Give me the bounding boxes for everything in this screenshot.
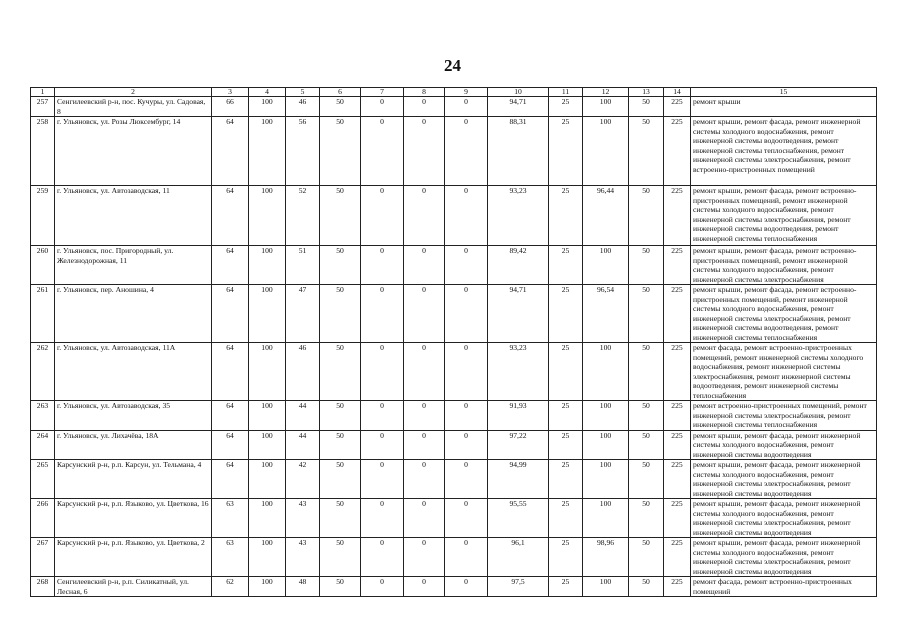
value-cell: 64 [212, 460, 249, 499]
works-cell: ремонт крыши [691, 97, 877, 117]
row-number: 262 [31, 343, 55, 401]
value-cell: 25 [549, 343, 583, 401]
value-cell: 94,99 [488, 460, 549, 499]
value-cell: 225 [664, 430, 691, 460]
works-cell: ремонт встроенно-пристроенных помещений, ремонт инженерной системы электроснабжения, ремонт инженерной системы теплоснабжения [691, 401, 877, 431]
column-header: 7 [361, 88, 404, 97]
address-cell: г. Ульяновск, пер. Аношина, 4 [55, 285, 212, 343]
value-cell: 0 [404, 285, 445, 343]
value-cell: 50 [629, 460, 664, 499]
value-cell: 0 [404, 538, 445, 577]
row-number: 258 [31, 117, 55, 186]
column-header: 14 [664, 88, 691, 97]
value-cell: 98,96 [583, 538, 629, 577]
table-row [31, 538, 877, 577]
value-cell: 95,55 [488, 499, 549, 538]
value-cell: 50 [629, 499, 664, 538]
value-cell: 0 [445, 285, 488, 343]
works-cell: ремонт фасада, ремонт встроенно-пристроенных помещений [691, 577, 877, 597]
value-cell: 64 [212, 117, 249, 186]
value-cell: 0 [404, 577, 445, 597]
column-header: 11 [549, 88, 583, 97]
value-cell: 96,44 [583, 186, 629, 246]
value-cell: 225 [664, 97, 691, 117]
value-cell: 25 [549, 538, 583, 577]
value-cell: 225 [664, 577, 691, 597]
value-cell: 0 [361, 343, 404, 401]
value-cell: 43 [286, 538, 320, 577]
value-cell: 50 [320, 285, 361, 343]
value-cell: 0 [445, 499, 488, 538]
address-cell: г. Ульяновск, пос. Пригородный, ул. Железнодорожная, 11 [55, 246, 212, 285]
value-cell: 0 [445, 577, 488, 597]
row-number: 267 [31, 538, 55, 577]
table-row [31, 97, 877, 117]
value-cell: 0 [404, 499, 445, 538]
value-cell: 0 [445, 117, 488, 186]
value-cell: 63 [212, 499, 249, 538]
value-cell: 100 [249, 401, 286, 431]
value-cell: 0 [361, 186, 404, 246]
value-cell: 100 [583, 117, 629, 186]
table-row [31, 285, 877, 343]
value-cell: 0 [445, 401, 488, 431]
value-cell: 56 [286, 117, 320, 186]
value-cell: 100 [249, 343, 286, 401]
value-cell: 0 [404, 460, 445, 499]
address-cell: г. Ульяновск, ул. Розы Люксембург, 14 [55, 117, 212, 186]
value-cell: 0 [361, 460, 404, 499]
value-cell: 100 [583, 430, 629, 460]
value-cell: 48 [286, 577, 320, 597]
value-cell: 94,71 [488, 97, 549, 117]
value-cell: 100 [583, 499, 629, 538]
value-cell: 25 [549, 401, 583, 431]
value-cell: 0 [404, 343, 445, 401]
value-cell: 0 [404, 430, 445, 460]
value-cell: 225 [664, 246, 691, 285]
table-header [31, 88, 877, 97]
column-header: 5 [286, 88, 320, 97]
address-cell: г. Ульяновск, ул. Автозаводская, 11А [55, 343, 212, 401]
address-cell: Карсунский р-н, р.п. Карсун, ул. Тельмана, 4 [55, 460, 212, 499]
column-header: 15 [691, 88, 877, 97]
value-cell: 64 [212, 343, 249, 401]
value-cell: 50 [320, 538, 361, 577]
works-cell: ремонт крыши, ремонт фасада, ремонт инженерной системы холодного водоснабжения, ремонт инженерной системы водоотведения [691, 430, 877, 460]
value-cell: 225 [664, 538, 691, 577]
value-cell: 0 [445, 430, 488, 460]
value-cell: 50 [320, 401, 361, 431]
value-cell: 91,93 [488, 401, 549, 431]
table-row [31, 186, 877, 246]
value-cell: 0 [404, 186, 445, 246]
value-cell: 0 [361, 285, 404, 343]
value-cell: 50 [320, 499, 361, 538]
value-cell: 64 [212, 186, 249, 246]
value-cell: 93,23 [488, 186, 549, 246]
value-cell: 50 [629, 285, 664, 343]
table-row [31, 577, 877, 597]
column-header: 13 [629, 88, 664, 97]
value-cell: 25 [549, 97, 583, 117]
value-cell: 44 [286, 430, 320, 460]
value-cell: 51 [286, 246, 320, 285]
value-cell: 0 [445, 186, 488, 246]
value-cell: 100 [583, 401, 629, 431]
value-cell: 50 [320, 343, 361, 401]
value-cell: 25 [549, 499, 583, 538]
value-cell: 50 [629, 97, 664, 117]
value-cell: 0 [361, 246, 404, 285]
value-cell: 43 [286, 499, 320, 538]
table-row [31, 246, 877, 285]
value-cell: 46 [286, 343, 320, 401]
value-cell: 64 [212, 401, 249, 431]
value-cell: 50 [629, 117, 664, 186]
repair-registry-table [30, 87, 877, 597]
works-cell: ремонт крыши, ремонт фасада, ремонт инженерной системы холодного водоснабжения, ремонт инженерной системы электроснабжения, ремонт инженерной системы водоотведения [691, 499, 877, 538]
value-cell: 52 [286, 186, 320, 246]
works-cell: ремонт крыши, ремонт фасада, ремонт встроенно-пристроенных помещений, ремонт инженерной системы холодного водоснабжения, ремонт инженерной системы электроснабжения, ремонт инженерной системы водоотведения, ремонт инженерной системы теплоснабжения [691, 285, 877, 343]
value-cell: 66 [212, 97, 249, 117]
column-header: 10 [488, 88, 549, 97]
value-cell: 0 [445, 97, 488, 117]
value-cell: 0 [404, 117, 445, 186]
address-cell: г. Ульяновск, ул. Лихачёва, 18А [55, 430, 212, 460]
value-cell: 50 [320, 460, 361, 499]
value-cell: 100 [249, 285, 286, 343]
value-cell: 0 [404, 246, 445, 285]
value-cell: 50 [320, 577, 361, 597]
works-cell: ремонт фасада, ремонт встроенно-пристроенных помещений, ремонт инженерной системы холодного водоснабжения, ремонт инженерной системы электроснабжения, ремонт инженерной системы водоотведения, ремонт инженерной системы теплоснабжения [691, 343, 877, 401]
value-cell: 0 [445, 246, 488, 285]
page-number: 24 [444, 56, 461, 75]
column-header: 1 [31, 88, 55, 97]
column-header: 4 [249, 88, 286, 97]
value-cell: 25 [549, 186, 583, 246]
value-cell: 225 [664, 117, 691, 186]
value-cell: 100 [249, 577, 286, 597]
column-header: 3 [212, 88, 249, 97]
row-number: 268 [31, 577, 55, 597]
value-cell: 50 [320, 97, 361, 117]
value-cell: 100 [583, 460, 629, 499]
table-row [31, 117, 877, 186]
value-cell: 0 [361, 401, 404, 431]
address-cell: Сенгилеевский р-н, пос. Кучуры, ул. Садовая, 8 [55, 97, 212, 117]
value-cell: 0 [445, 460, 488, 499]
value-cell: 96,54 [583, 285, 629, 343]
value-cell: 50 [629, 186, 664, 246]
table-row [31, 430, 877, 460]
table-row [31, 343, 877, 401]
column-header: 6 [320, 88, 361, 97]
value-cell: 0 [361, 97, 404, 117]
address-cell: Карсунский р-н, р.п. Языково, ул. Цветкова, 16 [55, 499, 212, 538]
value-cell: 64 [212, 430, 249, 460]
value-cell: 50 [629, 577, 664, 597]
value-cell: 100 [583, 97, 629, 117]
address-cell: Карсунский р-н, р.п. Языково, ул. Цветкова, 2 [55, 538, 212, 577]
works-cell: ремонт крыши, ремонт фасада, ремонт встроенно-пристроенных помещений, ремонт инженерной системы холодного водоснабжения, ремонт инженерной системы электроснабжения, ремонт инженерной системы водоотведения, ремонт инженерной системы теплоснабжения [691, 186, 877, 246]
value-cell: 25 [549, 577, 583, 597]
value-cell: 225 [664, 499, 691, 538]
column-header: 12 [583, 88, 629, 97]
value-cell: 25 [549, 117, 583, 186]
address-cell: г. Ульяновск, ул. Автозаводская, 35 [55, 401, 212, 431]
value-cell: 50 [320, 186, 361, 246]
works-cell: ремонт крыши, ремонт фасада, ремонт инженерной системы холодного водоснабжения, ремонт инженерной системы электроснабжения, ремонт инженерной системы водоотведения [691, 460, 877, 499]
value-cell: 100 [583, 577, 629, 597]
row-number: 266 [31, 499, 55, 538]
value-cell: 50 [629, 538, 664, 577]
value-cell: 62 [212, 577, 249, 597]
column-header: 9 [445, 88, 488, 97]
value-cell: 96,1 [488, 538, 549, 577]
value-cell: 50 [629, 343, 664, 401]
value-cell: 100 [249, 186, 286, 246]
row-number: 265 [31, 460, 55, 499]
value-cell: 50 [629, 246, 664, 285]
value-cell: 88,31 [488, 117, 549, 186]
value-cell: 0 [404, 97, 445, 117]
value-cell: 225 [664, 401, 691, 431]
value-cell: 25 [549, 246, 583, 285]
value-cell: 64 [212, 246, 249, 285]
value-cell: 100 [583, 246, 629, 285]
value-cell: 0 [445, 343, 488, 401]
value-cell: 100 [249, 117, 286, 186]
value-cell: 50 [320, 117, 361, 186]
value-cell: 0 [445, 538, 488, 577]
value-cell: 97,22 [488, 430, 549, 460]
value-cell: 0 [361, 499, 404, 538]
value-cell: 50 [629, 401, 664, 431]
value-cell: 50 [629, 430, 664, 460]
value-cell: 100 [249, 430, 286, 460]
row-number: 263 [31, 401, 55, 431]
table-row [31, 499, 877, 538]
table-row [31, 401, 877, 431]
value-cell: 225 [664, 285, 691, 343]
value-cell: 100 [249, 538, 286, 577]
value-cell: 0 [361, 117, 404, 186]
row-number: 261 [31, 285, 55, 343]
value-cell: 25 [549, 285, 583, 343]
value-cell: 94,71 [488, 285, 549, 343]
value-cell: 89,42 [488, 246, 549, 285]
works-cell: ремонт крыши, ремонт фасада, ремонт встроенно-пристроенных помещений, ремонт инженерной системы холодного водоснабжения, ремонт инженерной системы электроснабжения [691, 246, 877, 285]
table-body [31, 97, 877, 597]
value-cell: 44 [286, 401, 320, 431]
value-cell: 0 [404, 401, 445, 431]
value-cell: 25 [549, 460, 583, 499]
value-cell: 100 [249, 97, 286, 117]
address-cell: Сенгилеевский р-н, р.п. Силикатный, ул. Лесная, 6 [55, 577, 212, 597]
value-cell: 50 [320, 430, 361, 460]
row-number: 264 [31, 430, 55, 460]
value-cell: 97,5 [488, 577, 549, 597]
value-cell: 25 [549, 430, 583, 460]
value-cell: 63 [212, 538, 249, 577]
table-row [31, 460, 877, 499]
address-cell: г. Ульяновск, ул. Автозаводская, 11 [55, 186, 212, 246]
works-cell: ремонт крыши, ремонт фасада, ремонт инженерной системы холодного водоснабжения, ремонт инженерной системы водоотведения, ремонт инженерной системы теплоснабжения, ремонт инженерной системы электроснабжения, ремонт встроенно-пристроенных помещений [691, 117, 877, 186]
value-cell: 225 [664, 460, 691, 499]
value-cell: 100 [583, 343, 629, 401]
value-cell: 64 [212, 285, 249, 343]
value-cell: 225 [664, 186, 691, 246]
value-cell: 100 [249, 499, 286, 538]
value-cell: 42 [286, 460, 320, 499]
row-number: 257 [31, 97, 55, 117]
works-cell: ремонт крыши, ремонт фасада, ремонт инженерной системы холодного водоснабжения, ремонт инженерной системы электроснабжения, ремонт инженерной системы водоотведения [691, 538, 877, 577]
value-cell: 93,23 [488, 343, 549, 401]
row-number: 259 [31, 186, 55, 246]
column-header: 2 [55, 88, 212, 97]
column-header: 8 [404, 88, 445, 97]
value-cell: 0 [361, 430, 404, 460]
value-cell: 50 [320, 246, 361, 285]
value-cell: 0 [361, 577, 404, 597]
value-cell: 0 [361, 538, 404, 577]
header-row [31, 88, 877, 97]
value-cell: 100 [249, 460, 286, 499]
value-cell: 100 [249, 246, 286, 285]
value-cell: 225 [664, 343, 691, 401]
value-cell: 46 [286, 97, 320, 117]
value-cell: 47 [286, 285, 320, 343]
row-number: 260 [31, 246, 55, 285]
